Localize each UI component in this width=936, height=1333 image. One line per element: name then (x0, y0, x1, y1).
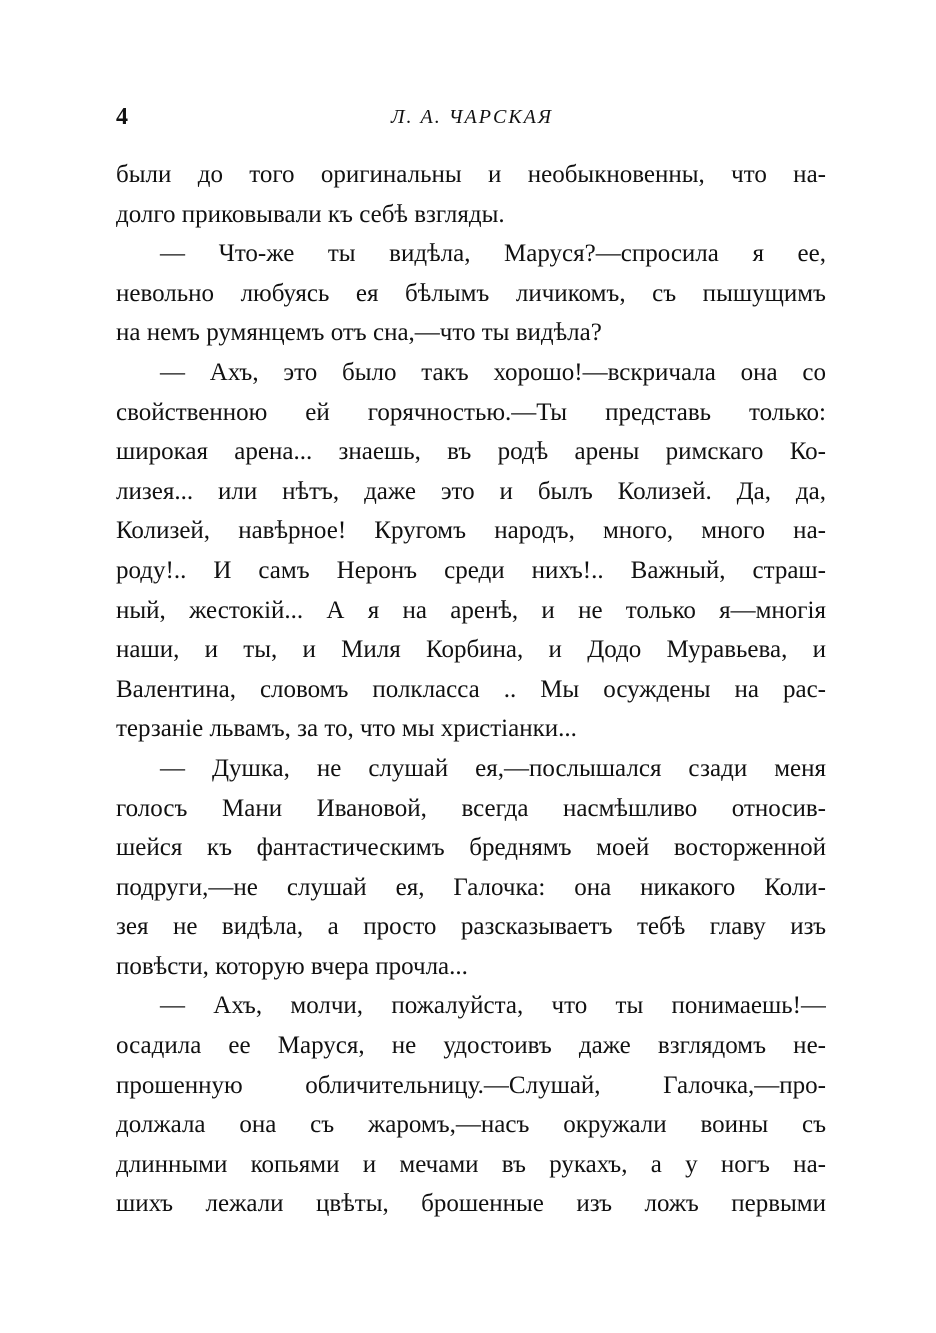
body-text (116, 155, 826, 1224)
text-line: наши, и ты, и Миля Корбина, и Додо Муравьева, и (116, 636, 826, 664)
paragraph (116, 986, 826, 1224)
text-line: были до того оригинальны и необыкновенны, что на- (116, 161, 826, 188)
text-line: длинными копьями и мечами въ рукахъ, а у ногъ на- (116, 1150, 826, 1178)
text-line: лизея... или нѣтъ, даже это и былъ Колизей. Да, да, (116, 477, 826, 505)
text-line: на немъ румянцемъ отъ сна,—что ты видѣла? (116, 319, 602, 347)
text-line: долго приковывали къ себѣ взгляды. (116, 200, 505, 228)
running-head: Л. А. ЧАРСКАЯ (391, 106, 553, 128)
text-line: подруги,—не слушай ея, Галочка: она никакого Коли- (116, 873, 826, 901)
text-line: шихъ лежали цвѣты, брошенные изъ ложъ первыми (116, 1190, 826, 1218)
paragraph (116, 234, 826, 353)
paragraph (116, 155, 826, 234)
text-line: роду!.. И самъ Неронъ среди нихъ!.. Важный, страш- (116, 556, 826, 584)
text-line: повѣсти, которую вчера прочла... (116, 952, 468, 980)
text-line: шейся къ фантастическимъ бреднямъ моей восторженной (116, 834, 826, 862)
paragraph (116, 749, 826, 987)
page-header (116, 104, 828, 136)
text-line: Валентина, словомъ полкласса .. Мы осуждены на рас- (116, 675, 826, 703)
text-line: — Что-же ты видѣла, Маруся?—спросила я ее, (160, 240, 826, 268)
text-line: голосъ Мани Ивановой, всегда насмѣшливо относив- (116, 794, 826, 822)
text-line: зея не видѣла, а просто разсказываетъ тебѣ главу изъ (116, 913, 826, 941)
text-line: широкая арена... знаешь, въ родѣ арены римскаго Ко- (116, 438, 826, 466)
text-line: невольно любуясь ея бѣлымъ личикомъ, съ пышущимъ (116, 279, 826, 307)
text-line: — Душка, не слушай ея,—послышался сзади меня (160, 754, 826, 782)
text-line: Колизей, навѣрное! Кругомъ народъ, много, много на- (116, 517, 826, 545)
paragraph (116, 353, 826, 749)
page-number: 4 (116, 104, 128, 130)
text-line: должала она съ жаромъ,—насъ окружали воины съ (116, 1111, 826, 1139)
text-line: — Ахъ, это было такъ хорошо!—вскричала она со (160, 358, 826, 386)
text-line: — Ахъ, молчи, пожалуйста, что ты понимаешь!— (160, 992, 826, 1020)
text-line: ный, жестокій... А я на аренѣ, и не только я—многія (116, 596, 826, 624)
text-line: терзаніе львамъ, за то, что мы христіанки... (116, 715, 577, 743)
text-line: прошенную обличительницу.—Слушай, Галочка,—про- (116, 1071, 826, 1099)
text-line: свойственною ей горячностью.—Ты представь только: (116, 398, 826, 426)
text-line: осадила ее Маруся, не удостоивъ даже взглядомъ не- (116, 1032, 826, 1060)
